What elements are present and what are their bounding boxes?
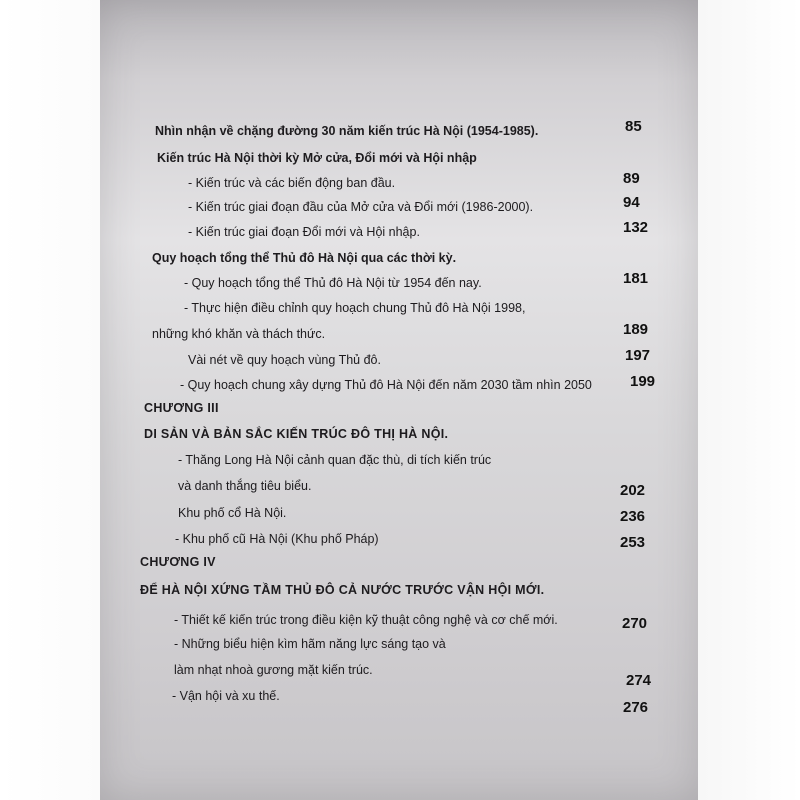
toc-entry-page: 236 bbox=[620, 508, 646, 525]
chapter-title: DI SẢN VÀ BẢN SẮC KIẾN TRÚC ĐÔ THỊ HÀ NỘI. bbox=[144, 427, 449, 441]
toc-entry-page: 181 bbox=[623, 270, 649, 287]
toc-entry-page: 274 bbox=[626, 672, 652, 689]
toc-entry-page: 189 bbox=[623, 321, 649, 338]
chapter-heading: CHƯƠNG IV bbox=[140, 555, 216, 569]
toc-entry-text: - Quy hoạch tổng thể Thủ đô Hà Nội từ 1954 đến nay. bbox=[184, 276, 482, 290]
chapter-title: ĐỂ HÀ NỘI XỨNG TẦM THỦ ĐÔ CẢ NƯỚC TRƯỚC VẬN HỘI MỚI. bbox=[140, 583, 545, 597]
toc-entry-page: 270 bbox=[622, 615, 648, 632]
toc-entry-text: - Khu phố cũ Hà Nội (Khu phố Pháp) bbox=[175, 532, 379, 546]
toc-entry-text: - Kiến trúc và các biến động ban đầu. bbox=[188, 176, 396, 190]
toc-entry-text: - Vận hội và xu thế. bbox=[172, 689, 280, 703]
toc-entry-page: 89 bbox=[623, 170, 640, 187]
toc-entry-text: Nhìn nhận về chặng đường 30 năm kiến trúc Hà Nội (1954-1985). bbox=[155, 124, 539, 138]
toc-entry-page: 94 bbox=[623, 194, 640, 211]
toc-entry-text: những khó khăn và thách thức. bbox=[152, 327, 326, 341]
toc-entry-text: làm nhạt nhoà gương mặt kiến trúc. bbox=[174, 663, 373, 677]
toc-entry-text: - Những biểu hiện kìm hãm năng lực sáng tạo và bbox=[174, 637, 446, 651]
toc-entry-text: Kiến trúc Hà Nội thời kỳ Mở cửa, Đổi mới và Hội nhập bbox=[157, 151, 477, 165]
toc-entry-text: - Kiến trúc giai đoạn đầu của Mở cửa và Đổi mới (1986-2000). bbox=[188, 200, 534, 214]
toc-entry-page: 276 bbox=[623, 699, 649, 716]
toc-entry-page: 197 bbox=[625, 347, 651, 364]
toc-entry-text: - Thiết kế kiến trúc trong điều kiện kỹ thuật công nghệ và cơ chế mới. bbox=[174, 613, 558, 627]
toc-entry-text: và danh thắng tiêu biểu. bbox=[178, 479, 312, 493]
toc-entry-page: 253 bbox=[620, 534, 646, 551]
toc-entry-page: 202 bbox=[620, 482, 646, 499]
toc-entry-text: - Quy hoạch chung xây dựng Thủ đô Hà Nội đến năm 2030 tầm nhìn 2050 bbox=[180, 378, 592, 392]
toc-entry-page: 85 bbox=[625, 118, 642, 135]
toc-entry-text: Quy hoạch tổng thể Thủ đô Hà Nội qua các thời kỳ. bbox=[152, 251, 457, 265]
book-page bbox=[100, 0, 698, 800]
toc-entry-page: 199 bbox=[630, 373, 656, 390]
toc-entry-text: - Kiến trúc giai đoạn Đổi mới và Hội nhập. bbox=[188, 225, 420, 239]
background-left bbox=[0, 0, 100, 800]
toc-entry-text: - Thăng Long Hà Nội cảnh quan đặc thù, di tích kiến trúc bbox=[178, 453, 492, 467]
toc-entry-text: - Thực hiện điều chỉnh quy hoạch chung Thủ đô Hà Nội 1998, bbox=[184, 301, 526, 315]
chapter-heading: CHƯƠNG III bbox=[144, 401, 219, 415]
toc-entry-text: Khu phố cổ Hà Nội. bbox=[178, 506, 287, 520]
toc-entry-page: 132 bbox=[623, 219, 649, 236]
background-right bbox=[690, 0, 800, 800]
toc-entry-text: Vài nét về quy hoạch vùng Thủ đô. bbox=[188, 353, 381, 367]
